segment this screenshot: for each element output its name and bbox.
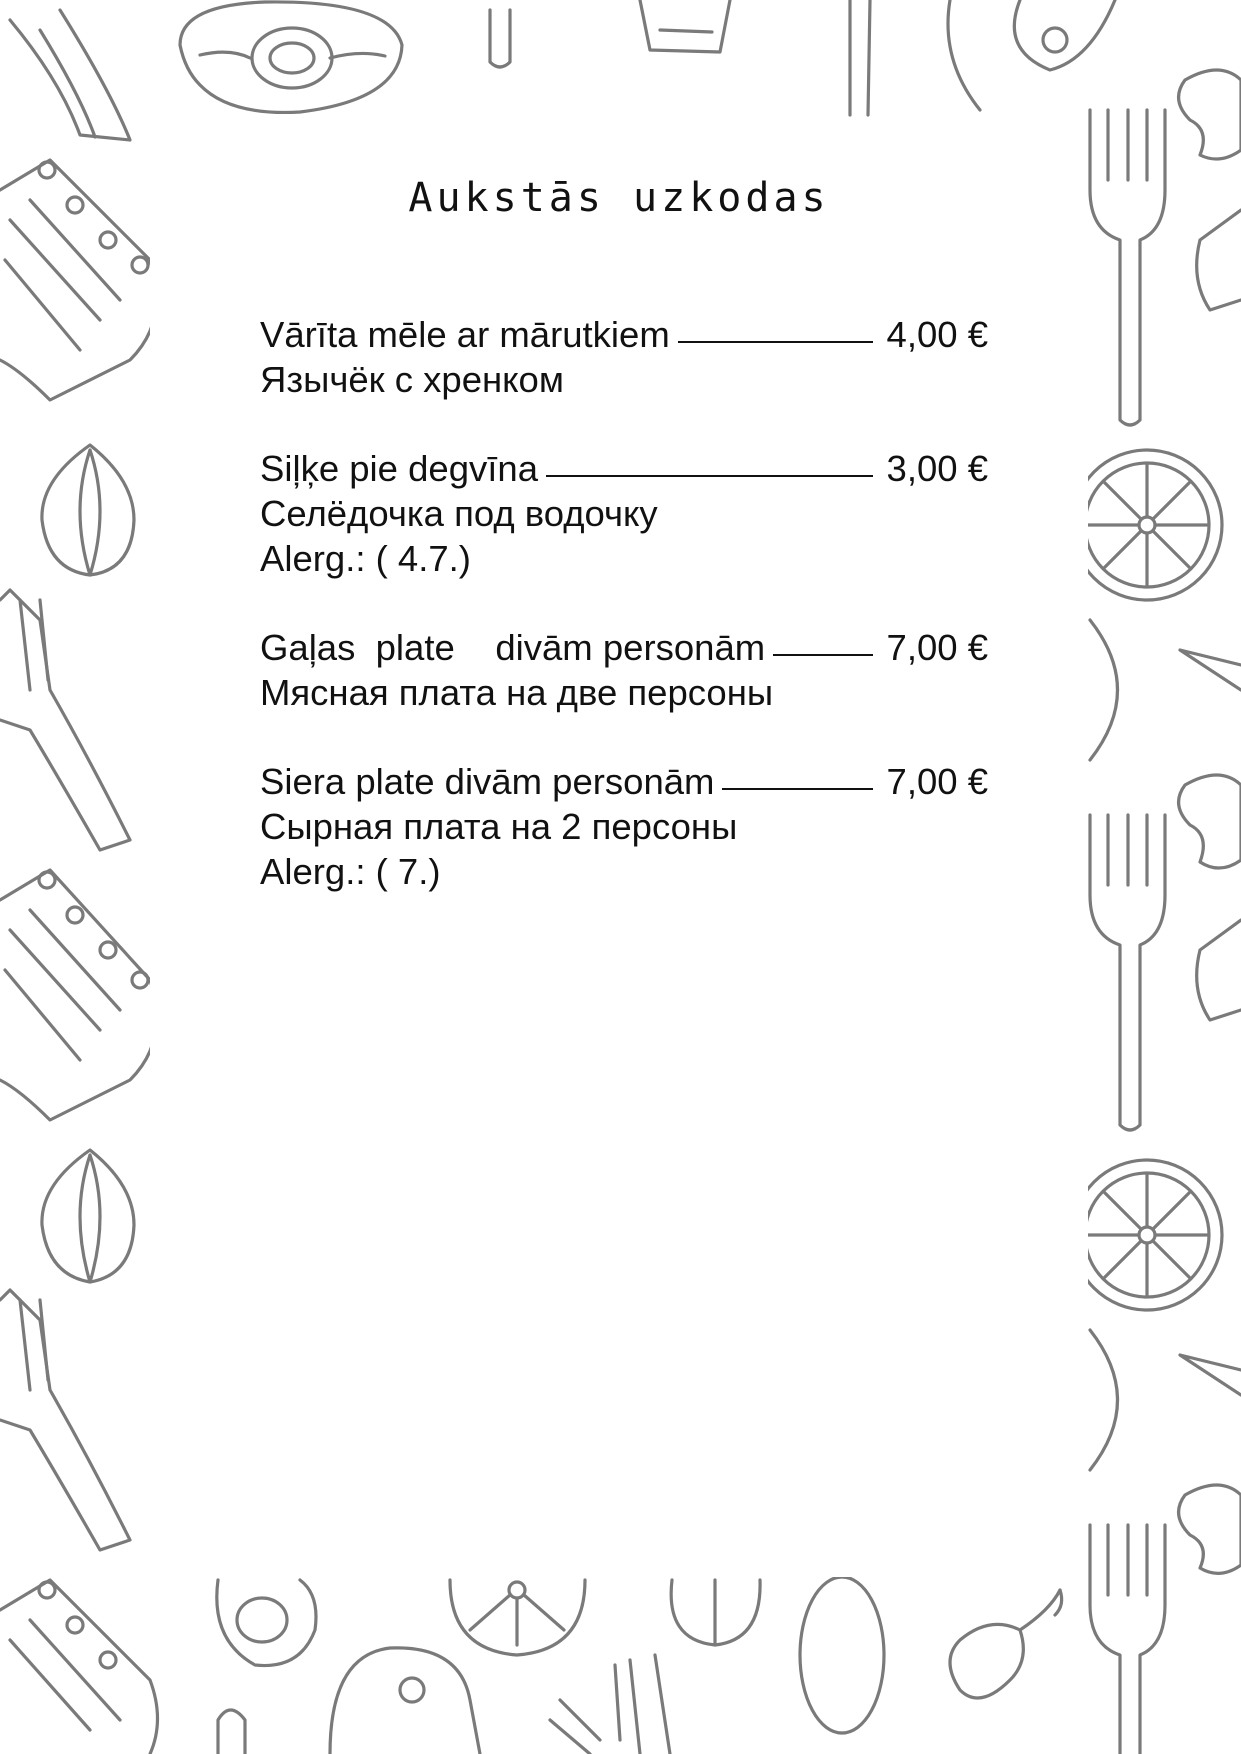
menu-item xyxy=(260,446,988,581)
menu-title: Aukstās uzkodas xyxy=(408,175,830,221)
spoon-icon xyxy=(490,10,510,67)
price-leader-line xyxy=(773,654,872,656)
item-name-lv: Gaļas plate divām personām xyxy=(260,627,766,668)
leek-icon xyxy=(1180,650,1241,690)
ribs-icon xyxy=(1197,210,1241,310)
bean-icon xyxy=(1179,70,1241,159)
lemon-slice-icon xyxy=(1072,1160,1222,1310)
knife-icon xyxy=(850,0,870,115)
ribs-icon xyxy=(640,0,730,52)
menu-items xyxy=(260,312,988,938)
item-name-ru: Мясная плата на две персоны xyxy=(260,672,774,713)
fish-steak-icon xyxy=(180,2,402,113)
item-name-ru: Язычёк с хренком xyxy=(260,359,564,400)
ribs-icon xyxy=(0,870,157,1120)
menu-item xyxy=(260,625,988,715)
leek-icon xyxy=(0,1290,130,1550)
ham-icon xyxy=(330,1648,480,1754)
onion-icon xyxy=(671,1580,760,1645)
bean-icon xyxy=(1179,1485,1241,1573)
lemon-slice-icon xyxy=(450,1580,585,1655)
item-price: 7,00 € xyxy=(886,627,988,668)
item-price: 3,00 € xyxy=(886,448,988,489)
leek-icon xyxy=(10,10,130,140)
onion-icon xyxy=(42,1150,134,1282)
ribs-icon xyxy=(1197,920,1241,1020)
onion-icon xyxy=(42,445,134,575)
menu-item xyxy=(260,312,988,402)
price-leader-line xyxy=(678,341,873,343)
spoon-icon xyxy=(218,1710,245,1754)
item-name-lv: Siera plate divām personām xyxy=(260,761,715,802)
price-leader-line xyxy=(722,788,872,790)
knife-icon xyxy=(1090,1330,1118,1470)
price-leader-line xyxy=(546,475,873,477)
item-name-ru: Селёдочка под водочку xyxy=(260,493,658,534)
lemon-slice-icon xyxy=(1072,450,1222,600)
ribs-icon xyxy=(0,160,157,400)
leek-icon xyxy=(1180,1355,1241,1395)
knife-icon xyxy=(1090,620,1118,760)
fork-icon xyxy=(1090,1525,1165,1754)
ribs-icon xyxy=(0,1580,158,1754)
item-name-lv: Vārīta mēle ar mārutkiem xyxy=(260,314,670,355)
item-name-ru: Сырная плата на 2 персоны xyxy=(260,806,738,847)
item-name-lv: Siļķe pie degvīna xyxy=(260,448,538,489)
mushroom-icon xyxy=(217,1580,316,1666)
garlic-icon xyxy=(950,1590,1062,1698)
menu-item xyxy=(260,759,988,894)
egg-icon xyxy=(800,1577,884,1733)
bean-icon xyxy=(1179,775,1241,868)
fork-icon xyxy=(1090,815,1165,1130)
leek-icon xyxy=(550,1655,670,1754)
ham-icon xyxy=(948,0,1115,110)
leek-icon xyxy=(0,590,130,850)
item-price: 7,00 € xyxy=(886,761,988,802)
item-allergens: Alerg.: ( 4.7.) xyxy=(260,538,471,579)
fork-icon xyxy=(1090,110,1165,425)
item-allergens: Alerg.: ( 7.) xyxy=(260,851,441,892)
item-price: 4,00 € xyxy=(886,314,988,355)
